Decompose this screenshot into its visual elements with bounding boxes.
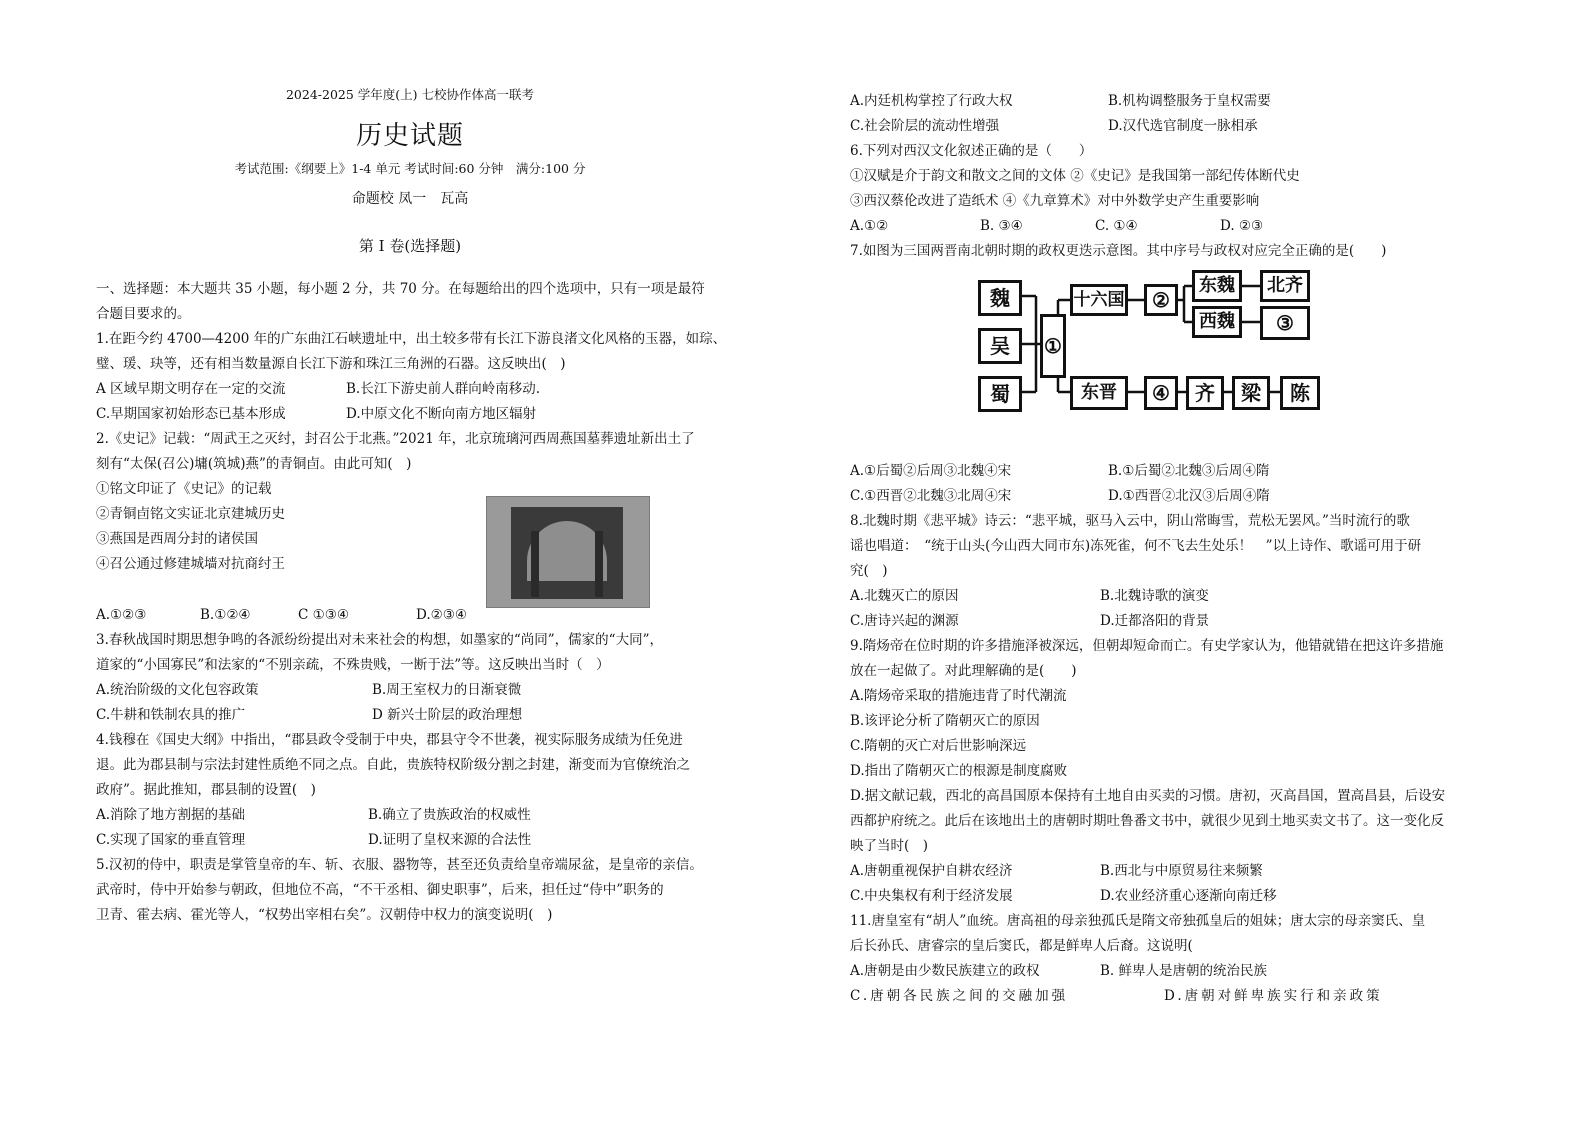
q8-line-3: 究( ) — [850, 563, 888, 579]
q2-option-a: A.①②③ — [96, 607, 147, 623]
page-title: 历史试题 — [355, 121, 464, 151]
q5-option-d: D.汉代选官制度一脉相承 — [1108, 118, 1258, 134]
q1-option-c: C.早期国家初始形态已基本形成 — [96, 406, 286, 422]
q7-option-c: C.①西晋②北魏③北周④宋 — [850, 488, 1012, 504]
q8-line-2: 谣也唱道： “统于山头(今山西大同市东)冻死雀，何不飞去生处乐！ ”以上诗作、歌谣可用于研 — [850, 538, 1422, 554]
q2-option-c: C ①③④ — [298, 607, 349, 623]
q8-option-c: C.唐诗兴起的渊源 — [850, 613, 959, 629]
q3-option-a: A.统治阶级的文化包容政策 — [96, 682, 259, 698]
q8-line-1: 8.北魏时期《悲平城》诗云：“悲平城，驱马入云中，阴山常晦雪，荒松无罢风。”当时流行的歌 — [850, 513, 1410, 529]
box-four: ④ — [1144, 376, 1178, 410]
q10-option-d: D.农业经济重心逐渐向南迁移 — [1100, 888, 1277, 904]
q7-option-d: D.①西晋②北汉③后周④隋 — [1108, 488, 1270, 504]
box-qi: 齐 — [1186, 376, 1224, 410]
q1-option-d: D.中原文化不断向南方地区辐射 — [346, 406, 537, 422]
q2-line-1: 2.《史记》记载：“周武王之灭纣，封召公于北燕。”2021 年，北京琉璃河西周燕国墓葬遗址新出土了 — [96, 431, 695, 447]
q5-option-a: A.内廷机构掌控了行政大权 — [850, 93, 1013, 109]
q11-option-d: D.唐朝对鲜卑族实行和亲政策 — [1164, 988, 1383, 1004]
q1-line-1: 1.在距今约 4700—4200 年的广东曲江石峡遗址中，出土较多带有长江下游良渚文化风格的玉器，如琮、 — [96, 331, 727, 347]
box-wei: 魏 — [978, 280, 1022, 316]
q2-item-1: ①铭文印证了《史记》的记载 — [96, 481, 272, 497]
q4-option-b: B.确立了贵族政治的权威性 — [368, 807, 531, 823]
q4-line-1: 4.钱穆在《国史大纲》中指出，“郡县政令受制于中央，郡县守令不世袭，视实际服务成绩为任免进 — [96, 732, 683, 748]
q9-option-a: A.隋炀帝采取的措施违背了时代潮流 — [850, 688, 1067, 704]
q9-option-d: D.指出了隋朝灭亡的根源是制度腐败 — [850, 763, 1068, 779]
q7-line-1: 7.如图为三国两晋南北朝时期的政权更迭示意图。其中序号与政权对应完全正确的是( ) — [850, 243, 1387, 259]
q2-line-2: 刻有“太保(召公)墉(筑城)燕”的青铜卣。由此可知( ) — [96, 456, 412, 472]
exam-scope: 考试范围:《纲要上》1-4 单元 考试时间:60 分钟 满分:100 分 — [234, 161, 586, 176]
q10-line-2: 西都护府统之。此后在该地出土的唐朝时期吐鲁番文书中，就很少见到土地买卖文书了。这一变化反 — [850, 813, 1444, 829]
intro-line-2: 合题目要求的。 — [96, 306, 191, 322]
q9-option-c: C.隋朝的灭亡对后世影响深远 — [850, 738, 1027, 754]
box-wu: 吴 — [978, 328, 1022, 364]
q3-line-2: 道家的“小国寡民”和法家的“不别亲疏，不殊贵贱，一断于法”等。这反映出当时（ ） — [96, 657, 610, 673]
section-title: 第 I 卷(选择题) — [358, 237, 462, 255]
q8-option-d: D.迁都洛阳的背景 — [1100, 613, 1210, 629]
q3-option-b: B.周王室权力的日渐衰微 — [372, 682, 522, 698]
box-one: ① — [1040, 314, 1066, 378]
box-chen: 陈 — [1280, 376, 1320, 410]
q6-option-d: D. ②③ — [1220, 218, 1264, 234]
q1-option-b: B.长江下游史前人群向岭南移动. — [346, 381, 541, 397]
q3-option-c: C.牛耕和铁制农具的推广 — [96, 707, 246, 723]
q9-line-2: 放在一起做了。对此理解确的是( ) — [850, 663, 1077, 679]
box-xiwei: 西魏 — [1192, 306, 1242, 338]
box-two: ② — [1144, 284, 1178, 316]
q4-option-a: A.消除了地方割据的基础 — [96, 807, 246, 823]
q4-option-d: D.证明了皇权来源的合法性 — [368, 832, 532, 848]
box-liang: 梁 — [1232, 376, 1270, 410]
q1-option-a: A 区域早期文明存在一定的交流 — [96, 381, 286, 397]
q2-item-2: ②青铜卣铭文实证北京建城历史 — [96, 506, 285, 522]
box-sixteen-kingdoms: 十六国 — [1070, 284, 1128, 316]
q4-option-c: C.实现了国家的垂直管理 — [96, 832, 246, 848]
q8-option-b: B.北魏诗歌的演变 — [1100, 588, 1209, 604]
q8-option-a: A.北魏灭亡的原因 — [850, 588, 959, 604]
q6-line-1: 6.下列对西汉文化叙述正确的是（ ） — [850, 143, 1093, 159]
q11-line-1: 11.唐皇室有“胡人”血统。唐高祖的母亲独孤氏是隋文帝独孤皇后的姐妹；唐太宗的母亲窦氏、皇 — [850, 913, 1426, 929]
q11-option-a: A.唐朝是由少数民族建立的政权 — [850, 963, 1040, 979]
q10-option-c: C.中央集权有利于经济发展 — [850, 888, 1013, 904]
q2-option-b: B.①②④ — [200, 607, 251, 623]
q5-option-c: C.社会阶层的流动性增强 — [850, 118, 1000, 134]
q11-option-b: B. 鲜卑人是唐朝的统治民族 — [1100, 963, 1268, 979]
q9-option-b: B.该评论分析了隋朝灭亡的原因 — [850, 713, 1040, 729]
q6-line-3: ③西汉蔡伦改进了造纸术 ④《九章算术》对中外数学史产生重要影响 — [850, 193, 1260, 209]
box-beiqi: 北齐 — [1260, 270, 1310, 302]
q5-line-1: 5.汉初的侍中，职责是掌管皇帝的车、斩、衣服、器物等，甚至还负责给皇帝端尿盆，是皇帝的亲信。 — [96, 857, 703, 873]
q5-option-b: B.机构调整服务于皇权需要 — [1108, 93, 1271, 109]
intro-line-1: 一、选择题：本大题共 35 小题，每小题 2 分，共 70 分。在每题给出的四个选项中，只有一项是最符 — [96, 281, 705, 297]
q10-line-1: D.据文献记载，西北的高昌国原本保持有土地自由买卖的习惯。唐初，灭高昌国，置高昌县，后设安 — [850, 788, 1446, 804]
q4-line-2: 退。此为郡县制与宗法封建性质绝不同之点。自此，贵族特权阶级分割之封建，渐变而为官僚统治之 — [96, 757, 690, 773]
q6-option-a: A.①② — [850, 218, 889, 234]
q4-line-3: 政府”。据此推知，郡县制的设置( ) — [96, 782, 316, 798]
q10-option-a: A.唐朝重视保护自耕农经济 — [850, 863, 1013, 879]
q3-line-1: 3.春秋战国时期思想争鸣的各派纷纷提出对未来社会的构想，如墨家的“尚同”，儒家的“大同”， — [96, 632, 663, 648]
q10-option-b: B.西北与中原贸易往来频繁 — [1100, 863, 1263, 879]
q6-line-2: ①汉赋是介于韵文和散文之间的文体 ②《史记》是我国第一部纪传体断代史 — [850, 168, 1300, 184]
exam-header: 2024-2025 学年度(上) 七校协作体高一联考 — [285, 87, 535, 102]
box-three: ③ — [1260, 306, 1310, 340]
q6-option-c: C. ①④ — [1095, 218, 1138, 234]
q2-option-d: D.②③④ — [416, 607, 467, 623]
exam-authors: 命题校 凤一 瓦高 — [351, 191, 469, 207]
q1-line-2: 璧、瑗、玦等，还有相当数量源自长江下游和珠江三角洲的石器。这反映出( ) — [96, 356, 566, 372]
q7-option-a: A.①后蜀②后周③北魏④宋 — [850, 463, 1012, 479]
q2-item-3: ③燕国是西周分封的诸侯国 — [96, 531, 258, 547]
q3-option-d: D 新兴士阶层的政治理想 — [372, 707, 523, 723]
box-dongjin: 东晋 — [1070, 376, 1128, 410]
q11-option-c: C.唐朝各民族之间的交融加强 — [850, 988, 1069, 1004]
q10-line-3: 映了当时( ) — [850, 838, 929, 854]
box-dongwei: 东魏 — [1192, 270, 1242, 302]
q5-line-3: 卫青、霍去病、霍光等人，“权势出宰相右矣”。汉朝侍中权力的演变说明( ) — [96, 907, 553, 923]
q5-line-2: 武帝时，侍中开始参与朝政，但地位不高，“不干丞相、御史职事”，后来，担任过“侍中”职务的 — [96, 882, 664, 898]
box-shu: 蜀 — [978, 376, 1022, 412]
q9-line-1: 9.隋炀帝在位时期的许多措施泽被深远，但朝却短命而亡。有史学家认为，他错就错在把这许多措施 — [850, 638, 1444, 654]
q2-item-4: ④召公通过修建城墙对抗商纣王 — [96, 556, 285, 572]
q7-option-b: B.①后蜀②北魏③后周④隋 — [1108, 463, 1270, 479]
q6-option-b: B. ③④ — [980, 218, 1023, 234]
bronze-vessel-photo — [486, 496, 650, 608]
q11-line-2: 后长孙氏、唐睿宗的皇后窦氏，都是鲜卑人后裔。这说明( — [850, 938, 1193, 954]
